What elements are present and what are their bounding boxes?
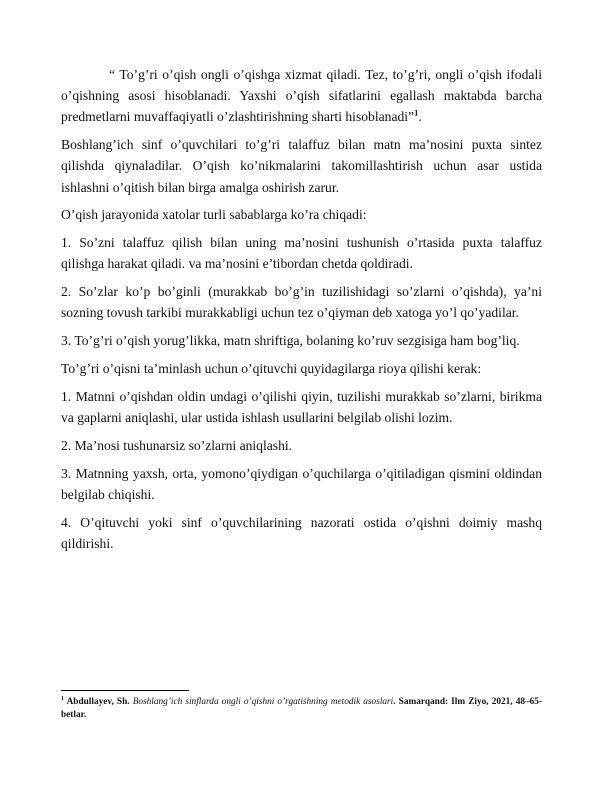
footnote-marker: 1 xyxy=(61,695,64,702)
list-item-error-1: 1. So’zni talaffuz qilish bilan uning ma’nosini tushunish o’rtasida puxta talaffuz qilishga harakat qiladi. va ma’nosini e’tibordan chetda qoldiradi. xyxy=(61,235,542,272)
list-item-teacher-3: 3. Matnning yaxsh, orta, yomono’qiydigan o’quchilarga o’qitiladigan qismini oldindan belgilab chiqishi. xyxy=(61,465,542,502)
quote-paragraph xyxy=(61,64,542,128)
list-item-error-3: 3. To’g’ri o’qish yorug’likka, matn shriftiga, bolaning ko’ruv sezgisiga ham bog’liq. xyxy=(61,333,520,349)
document-body xyxy=(61,64,542,561)
footnote-divider xyxy=(61,690,189,691)
paragraph-difficulty: Boshlang’ich sinf o’quvchilari to’g’ri talaffuz bilan matn ma’nosini puxta sintez qilishda qiynaladilar. O’qish ko’nikmalarini takomillashtirish uchun asar ustida ishlashni o’qitish bilan birga amalga oshirish zarur. xyxy=(61,137,542,195)
footnote-title: Boshlang’ich sinflarda ongli o’qishni o’rgatishning metodik asoslari xyxy=(132,697,394,707)
paragraph-errors-intro: O’qish jarayonida xatolar turli sabablarga ko’ra chiqadi: xyxy=(61,207,367,223)
paragraph-teacher-intro: To’g’ri o’qisni ta’minlash uchun o’qituvchi quyidagilarga rioya qilishi kerak: xyxy=(61,361,482,376)
list-item-teacher-2: 2. Ma’nosi tushunarsiz so’zlarni aniqlashi. xyxy=(61,437,293,453)
footnote-author: Abdullayev, Sh. xyxy=(66,697,130,707)
list-item-teacher-4: 4. O’qituvchi yoki sinf o’quvchilarining nazorati ostida o’qishni doimiy mashq qildirishi. xyxy=(61,514,542,551)
quote-tail: . xyxy=(418,109,422,125)
footnote-reference: 1 xyxy=(414,107,419,118)
list-item-teacher-1: 1. Matnni o’qishdan oldin undagi o’qilishi qiyin, tuzilishi murakkab so’zlarni, birikma va gaplarni aniqlashi, ular ustida ishlash usullarini belgilab olishi lozim. xyxy=(61,388,542,425)
list-item-error-2: 2. So’zlar ko’p bo’ginli (murakkab bo’g’in tuzilishidagi so’zlarni o’qishda), ya’ni sozning tovush tarkibi murakkabligi uchun tez o’qiyman deb xatoga yo’l qo’yadilar. xyxy=(61,284,542,321)
footnote xyxy=(61,696,542,721)
quote-text: “ To’g’ri o’qish ongli o’qishga xizmat qiladi. Tez, to’g’ri, ongli o’qish ifodali o’qishning asosi hisoblanadi. Yaxshi o’qish sifatlarini egallash maktabda barcha predmetlarni muvaffaqiyatli o’zlashtirishning sharti hisoblanadi” xyxy=(61,67,542,125)
footnote-publication: . Samarqand: Ilm Ziyo, 2021, 48–65-betlar. xyxy=(61,697,543,720)
